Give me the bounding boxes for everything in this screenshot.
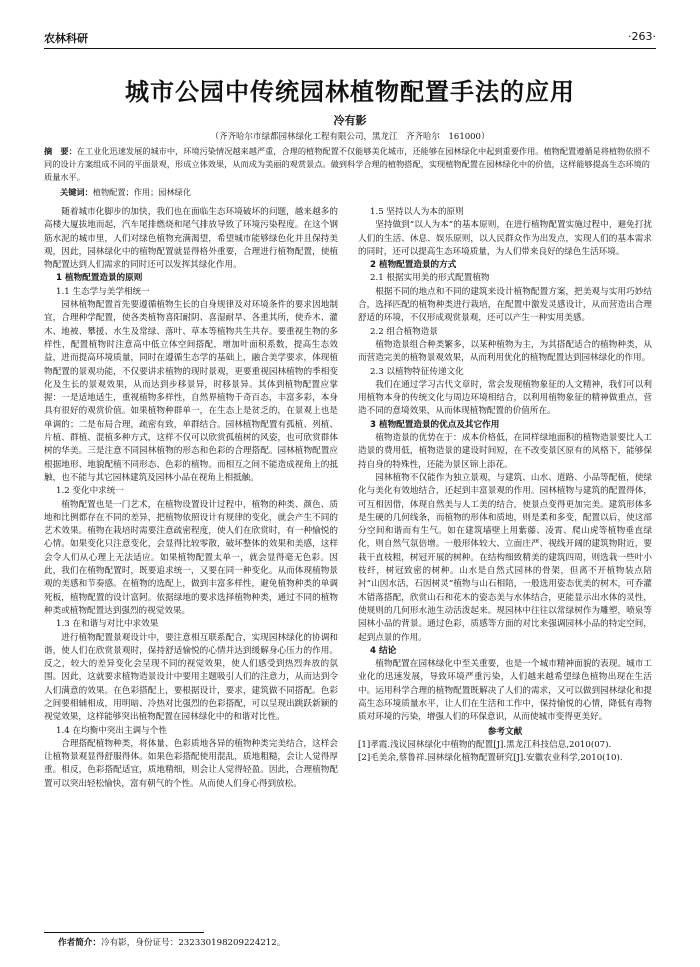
journal-name: 农林科研 (44, 32, 88, 45)
keywords-label: 关键词： (60, 186, 93, 197)
section-heading: 3 植物配置造景的优点及其它作用 (370, 419, 500, 430)
body-paragraph: 坚持做到“以人为本”的基本原则，在进行植物配置实施过程中，避免打扰人们的生活、休息、娱乐原则，以人民群众作为出发点，实现人们的基本需求的同时，还可以提高生态环境质量，为人们带来良好的绿色生活环境。 (358, 220, 652, 257)
subsection-heading: 1.3 在和谐与对比中求效果 (56, 619, 159, 630)
running-header (44, 30, 656, 50)
body-paragraph: 园林植物配置首先要遵循植物生长的自身规律及对环境条件的要求因地制宜，合理种学配置，使各类植物喜阳耐阴、喜湿耐旱、各重其所，使乔木、灌木、地被、攀援、水生及常绿、落叶、草本等植物共生共存。要重视生物的多样性，配置植物时注意高中低立体空间搭配，增加叶面积系数，提高生态效益，进而提高环境质量，同时在遵循生态学的基础上，融合美学要求，体现植物配置的景观功能，不仅要讲求植物的现时景观，更要重视园林植物的季相变化及生长的景观效果，从而达到步移景异，时移景异。其体到植物配置应掌握：一是适地适生，重视植物多样性，自然界植物千奇百态，丰富多彩，本身具有很好的观赏价值。如果植物种群单一，在生态上是贫乏的，在景观上也是单调的；二是布局合理，疏密有致，单群结合。园林植物配置有孤植、列植、片植、群植、混植多种方式，这样不仅可以欣赏孤植树的风姿，也可欣赏群体树的华美。三是注意不同园林植物的形态和色彩的合理搭配。园林植物配置应根据地形、地貌配植不同形态、色彩的植物。而相互之间不能造成视角上的抵触，也不能与其它园林建筑及园林小品在视角上相抵触。 (44, 300, 338, 483)
keywords-text: 植物配置；作用；园林绿化 (92, 186, 192, 197)
reference-item: [2]毛美余,蔡鲁祥.园林绿化植物配置研究[J].安徽农业科学,2010(10). (358, 753, 623, 764)
section-heading: 2 植物配置造景的方式 (370, 260, 457, 271)
abstract (44, 145, 656, 199)
keywords (44, 186, 656, 199)
body-paragraph: 植物配置在园林绿化中至关重要，也是一个城市精神面貌的表现。城市工业化的迅速发展，导致环境严重污染，人们越来越希望绿色植物出现在生活中。运用科学合理的植物配置既解决了人们的需求，又可以做到园林绿化和提高生态环境质量水平，让人们在生活和工作中，保持愉悦的心情，降低有毒物质对环境的污染，增强人们的环保意识，从而使城市变得更美好。 (358, 659, 652, 723)
section-heading: 1 植物配置造景的原则 (56, 273, 143, 284)
affiliation: （齐齐哈尔市绿都园林绿化工程有限公司，黑龙江 齐齐哈尔 161000） (210, 132, 490, 142)
body-paragraph: 植物配置也是一门艺术，在植物设置设计过程中，植物的种类、颜色、质地和比例都存在不同的差异，把植物依照设计有规律的变化，就会产生不同的艺术效果。植物在栽培时需要注意疏密程度，使人们在欣赏时，有一种愉悦的心情。如果变化只注意变化，会显得比较零散，破坏整体的效果和美感，这样会令人们从心理上无法适应。如果植物配置太单一，就会显得毫无色彩。因此，我们在植物配置时，既要追求统一，又要在同一种变化。从而体现植物景观的美感和节奏感。在植物的选配上，做到丰富多样性，避免植物种类的单调死板，植物配置的设计富阿。依据绿地的要求选择植物种类，通过不同的植物种类或植物配置达到强烈的视觉效果。 (44, 499, 338, 616)
subsection-heading: 2.1 根据实用美的形式配置植物 (370, 273, 490, 284)
references-heading: 参考文献 (487, 726, 523, 737)
reference-item: [1]孝霞.浅议园林绿化中植物的配置[J].黑龙江科技信息,2010(07). (358, 739, 612, 750)
body-paragraph: 植物造景的优势在于：成本价格低，在同样绿地面积的植物造景要比人工造景的费用低，植物造景的建设时间短，在不改变景区原有的风格下，能够保持自身的特殊性，还能为景区锦上添花。 (358, 433, 652, 470)
subsection-heading: 1.2 变化中求统一 (56, 486, 124, 497)
body-paragraph: 植物造景组合种类繁多，以某种植物为主，为其搭配适合的植物种类，从而营造完美的植物景观效果，从而利用优化的植物配置达到园林绿化的作用。 (358, 339, 652, 364)
body-paragraph: 随着城市化脚步的加快，我们也在面临生态环境破坏的问题，越来越多的高楼大厦拔地而起，汽车尾排燃烧和尾气排放导致了环境污染程度。在这个钢筋水泥的城市里，人们对绿色植物充满渴望，希望城市能够绿色化并且保持美观，因此，园林绿化中的植物配置就显得格外重要，合理进行植物配置，使植物配置达到人们需求的同时还可以发挥其绿化作用。 (44, 207, 338, 271)
body-paragraph: 根据不同的地点和不同的建筑来设计植物配置方案，把美观与实用巧妙结合，选择匹配的植物种类进行栽培，在配置中激发灵感设计，从而营造出合理舒适的环境，不仅形成观赏景观，还可以产生一种实用美感。 (358, 286, 652, 324)
paper-title: 城市公园中传统园林植物配置手法的应用 (125, 78, 575, 106)
subsection-heading: 1.1 生态学与美学相统一 (56, 286, 150, 297)
header-rule (44, 48, 656, 49)
abstract-text: 在工业化迅速发展的城市中，环境污染情况越来越严重，合理的植物配置不仅能够美化城市，还能够在园林绿化中起到重要作用。植物配置遵循是将植物依照不同的设计方案组成不同的平面景观，形成立体效果，从而成为美丽的观赏景点。做到科学合理的植物搭配，实现植物配置在园林绿化中的价值，这样能够提高生态环境的质量水平。 (44, 146, 650, 183)
footnote-text: 冷有影，身份证号：232330198209224212。 (100, 938, 286, 948)
body-paragraph: 进行植物配置景观设计中，要注意相互联系配合，实现园林绿化的协调和谐，使人们在欣赏景观时，保持舒适愉悦的心情并达到缓解身心压力的作用。反之，较大的差异变化会呈现不同的视觉效果，使人们感受到热烈奔放的氛围。因此，这就要求植物造景设计中要用主题吸引人们的注意力，从而达到令人们满意的效果。在色彩搭配上，要根据设计，要求，建筑做不同搭配。色彩之间要相辅相成，用明暗、冷热对比强烈的色彩搭配，可以呈现出跳跃新颖的视觉效果，这样能够突出植物配置在园林绿化中的和谐对比性。 (44, 632, 338, 723)
subsection-heading: 1.5 坚持以人为本的原则 (370, 207, 464, 217)
body-paragraph: 合理搭配植物种类，将体量、色彩质地各异的植物种类完美结合，这样会让植物景观显得舒服得体。如果色彩搭配使用混乱，质地粗糙，会让人觉得厚重。相反，色彩搭配适宜，质地精细，则会让人觉得轻盈。因此，合理植物配置可以突出轻松愉快，富有朝气的个性。从而使人们身心得到放松。 (44, 738, 338, 789)
subsection-heading: 1.4 在均衡中突出主调与个性 (56, 725, 167, 736)
page-number: ·263· (628, 30, 656, 43)
footnote (58, 936, 285, 948)
abstract-body (44, 145, 656, 185)
body-paragraph: 我们在通过学习古代文章时，常会发现植物象征的人文精神，我们可以利用植物本身的传统文化与周边环境相结合，以利用植物象征的精神做重点，营造不同的意境效果，从而体现植物配置的价值所在。 (358, 379, 652, 417)
footnote-label: 作者简介： (58, 938, 101, 948)
body-paragraph: 园林植物不仅能作为独立景观，与建筑、山水、道路、小品等配植，使绿化与美化有效地结合，还起到丰富景观的作用。园林植物与建筑的配置得体，可互相因借，体现自然美与人工美的结合，使景点变得更加完美。建筑形体多是生硬的几何线条，而植物的形体和质地，则是柔和多变，配置以后，使这部分空间和谐而有生气。如在建筑墙壁上用紫藤、凌霄、爬山虎等植物垂直绿化，则自然气氛倍增。一般形体较大、立面庄严、视线开阔的建筑物附近，要栽干直枝粗，树冠开展的树种。在结构细致精美的建筑四周，则选栽一些叶小枝纤，树冠致密的树种。山水是自然式园林的骨架，但离不开植物装点陪衬“山因水活，石因树灵”植物与山石相陪，一般选用姿态优美的树木，可乔灌木错落搭配，欣赏山石和花木的姿态美与水体结合，更能显示出水体的灵性，使规则的几何形水池生动活泼起来。规园林中往往以常绿树作为雕塑，喷泉等园林小品的背景。通过色彩，质感等方面的对比来强调园林小品的特定空间，起到点景的作用。 (358, 472, 652, 643)
right-column (358, 206, 652, 765)
footnote-rule (44, 932, 204, 933)
section-heading: 4 结论 (370, 645, 397, 656)
author: 冷有影 (333, 114, 367, 127)
subsection-heading: 2.3 以植物特征传递文化 (370, 366, 464, 377)
abstract-label: 摘 要： (44, 146, 77, 156)
left-column (44, 206, 338, 791)
subsection-heading: 2.2 组合植物造景 (370, 326, 438, 337)
